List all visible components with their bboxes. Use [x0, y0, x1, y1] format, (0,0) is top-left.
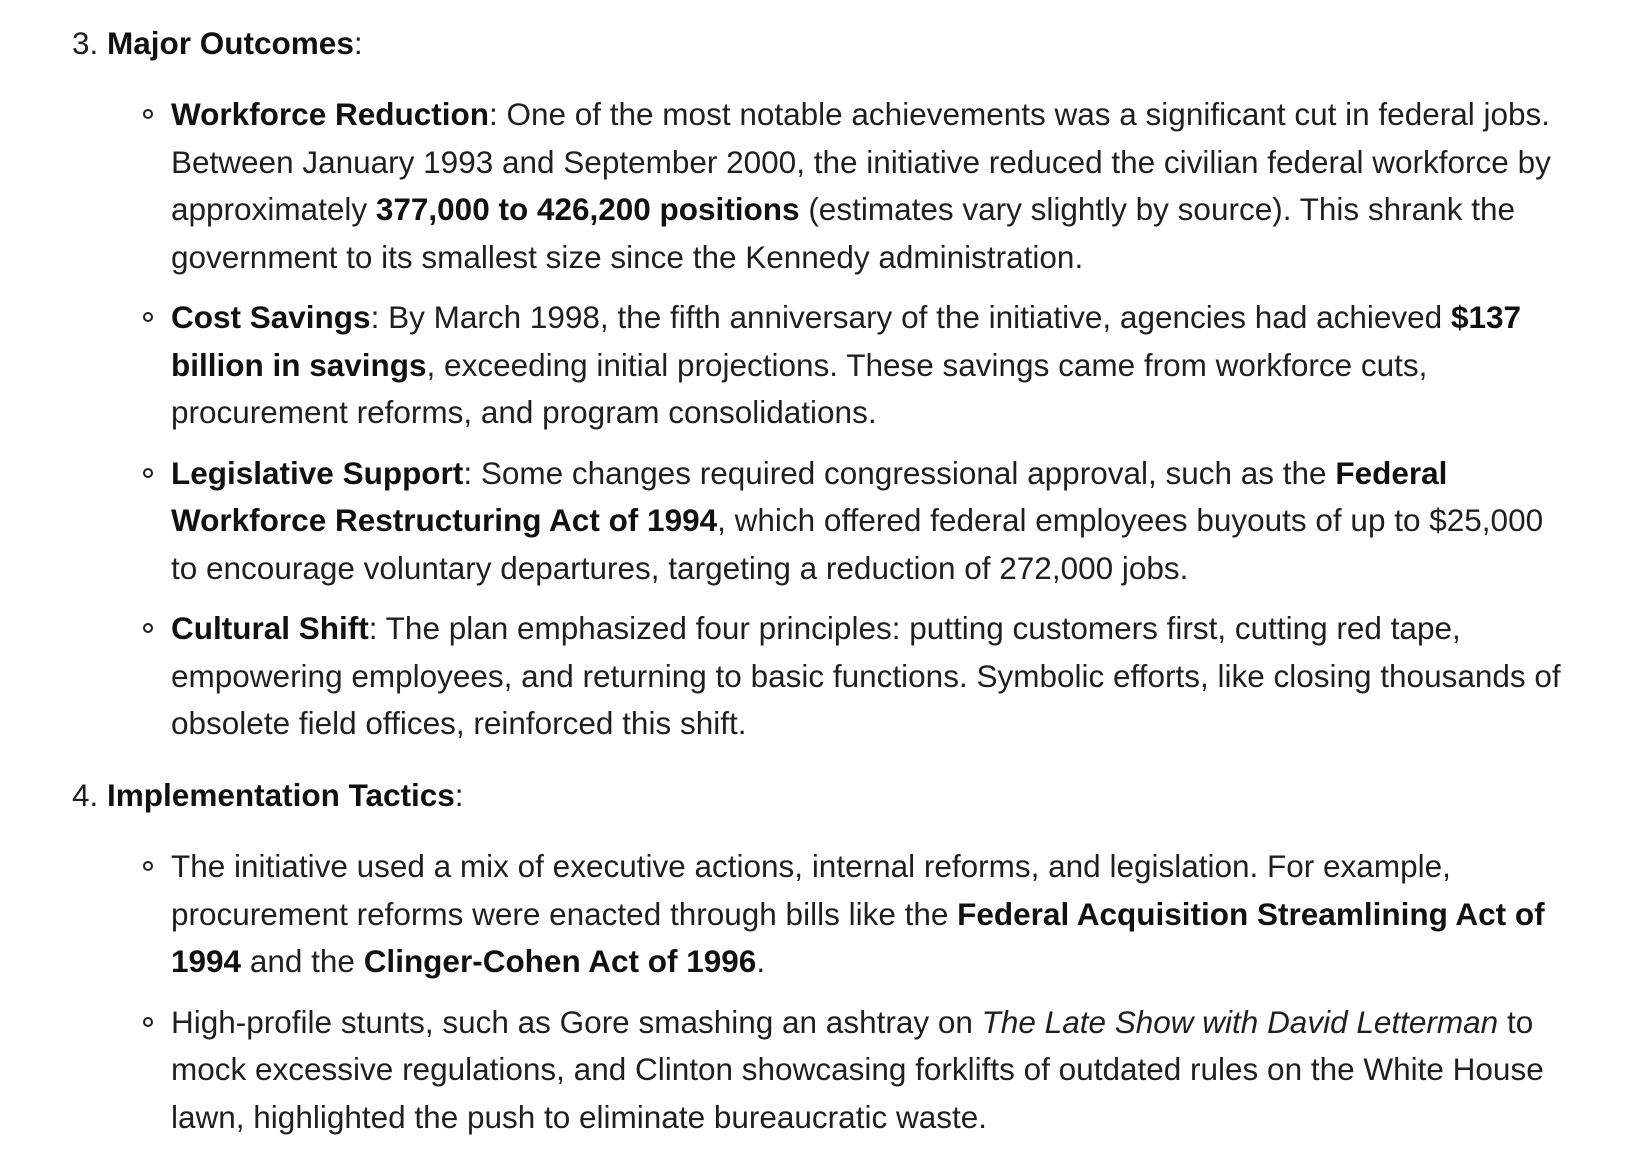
- item-label: Legislative Support: [171, 454, 464, 491]
- item-label: Workforce Reduction: [171, 96, 489, 132]
- list-item-workforce-reduction: Workforce Reduction: One of the most notable achievements was a significant cut in federal jobs. Between January 1993 and September 2000, the initiative reduced the civilian federal workforce by approximately 377,000 to 426,200 positions (estimates vary slightly by source). This shrank the government to its smallest size since the Kennedy administration.: [171, 91, 1571, 281]
- emphasis: Federal Workforce Restructuring Act of 1994: [171, 454, 1448, 538]
- list-item-mixed-tactics: The initiative used a mix of executive actions, internal reforms, and legislation. For example, procurement reforms were enacted through bills like the Federal Acquisition Streamlining Act of 1994 and the Clinger-Cohen Act of 1996.: [171, 843, 1571, 986]
- emphasis: Federal Acquisition Streamlining Act of 1994: [171, 895, 1545, 979]
- list-item-high-profile-stunts: High-profile stunts, such as Gore smashing an ashtray on The Late Show with David Letterman to mock excessive regulations, and Clinton showcasing forklifts of outdated rules on the White House lawn, highlighted the push to eliminate bureaucratic waste.: [171, 999, 1571, 1142]
- bullet-list: [72, 91, 1572, 748]
- section-title: Implementation Tactics: [107, 777, 455, 813]
- item-label: Cost Savings: [171, 299, 371, 335]
- section-title: Major Outcomes: [107, 25, 354, 61]
- emphasis: Clinger-Cohen Act of 1996: [363, 943, 757, 979]
- show-title: The Late Show with David Letterman: [981, 1003, 1499, 1040]
- list-item-cost-savings: Cost Savings: By March 1998, the fifth anniversary of the initiative, agencies had achieved $137 billion in savings, exceeding initial projections. These savings came from workforce cuts, procurement reforms, and program consolidations.: [171, 294, 1571, 437]
- list-item-cultural-shift: Cultural Shift: The plan emphasized four principles: putting customers first, cutting red tape, empowering employees, and returning to basic functions. Symbolic efforts, like closing thousands of obsolete field offices, reinforced this shift.: [171, 605, 1571, 748]
- item-label: Cultural Shift: [171, 610, 369, 646]
- list-item-legislative-support: Legislative Support: Some changes required congressional approval, such as the Federal Workforce Restructuring Act of 1994, which offered federal employees buyouts of up to $25,000 to encourage voluntary departures, targeting a reduction of 272,000 jobs.: [171, 450, 1571, 593]
- section-implementation-tactics: [72, 772, 1572, 1154]
- list-number: 3.: [72, 25, 99, 61]
- emphasis: $137 billion in savings: [171, 299, 1522, 383]
- section-heading: 3. Major Outcomes:: [72, 25, 363, 61]
- section-heading: 4. Implementation Tactics:: [72, 777, 464, 813]
- section-major-outcomes: [72, 20, 1572, 761]
- emphasis: 377,000 to 426,200 positions: [375, 191, 800, 227]
- list-number: 4.: [72, 777, 99, 813]
- bullet-list: [72, 843, 1572, 1141]
